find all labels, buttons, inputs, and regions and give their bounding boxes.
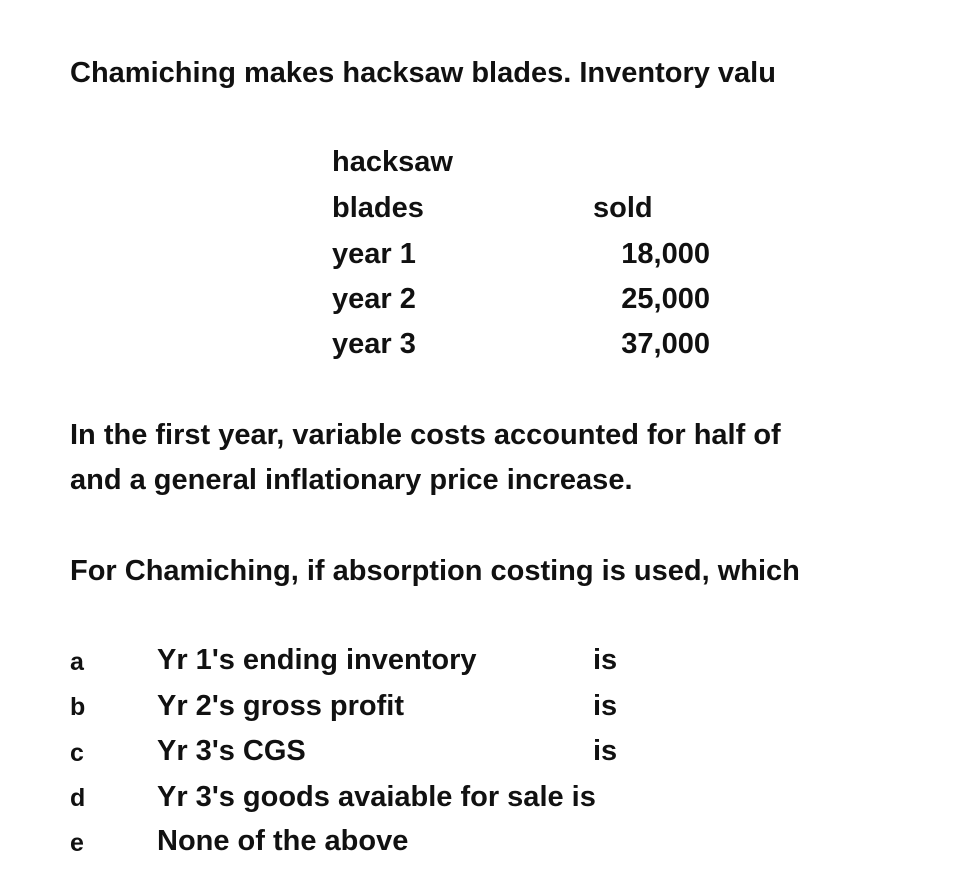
row-sold-value: 25,000 [621,283,710,315]
option-letter: e [70,829,84,857]
option-text: Yr 2's gross profit [157,690,405,722]
option-text: Yr 3's goods avaiable for sale is [157,781,596,813]
row-sold-value: 18,000 [621,238,710,270]
intro-text: Chamiching makes hacksaw blades. Inventory valu [70,57,776,89]
table-header-hacksaw: hacksaw [332,146,453,178]
option-text: Yr 3's CGS [157,735,306,767]
row-sold-value: 37,000 [621,328,710,360]
option-letter: b [70,693,86,721]
option-text: Yr 1's ending inventory [157,644,477,676]
option-suffix: is [593,735,618,767]
option-letter: d [70,784,86,812]
question-text: For Chamiching, if absorption costing is used, which [70,555,800,587]
row-label: year 2 [332,283,416,315]
table-header-sold: sold [593,192,653,224]
row-label: year 1 [332,238,416,270]
table-header-blades: blades [332,192,424,224]
option-text: None of the above [157,825,409,857]
option-letter: a [70,648,84,676]
row-label: year 3 [332,328,416,360]
paragraph-line-2: and a general inflationary price increase. [70,464,633,496]
option-suffix: is [593,644,618,676]
option-letter: c [70,739,84,767]
paragraph-line-1: In the first year, variable costs accounted for half of [70,419,781,451]
option-suffix: is [593,690,618,722]
